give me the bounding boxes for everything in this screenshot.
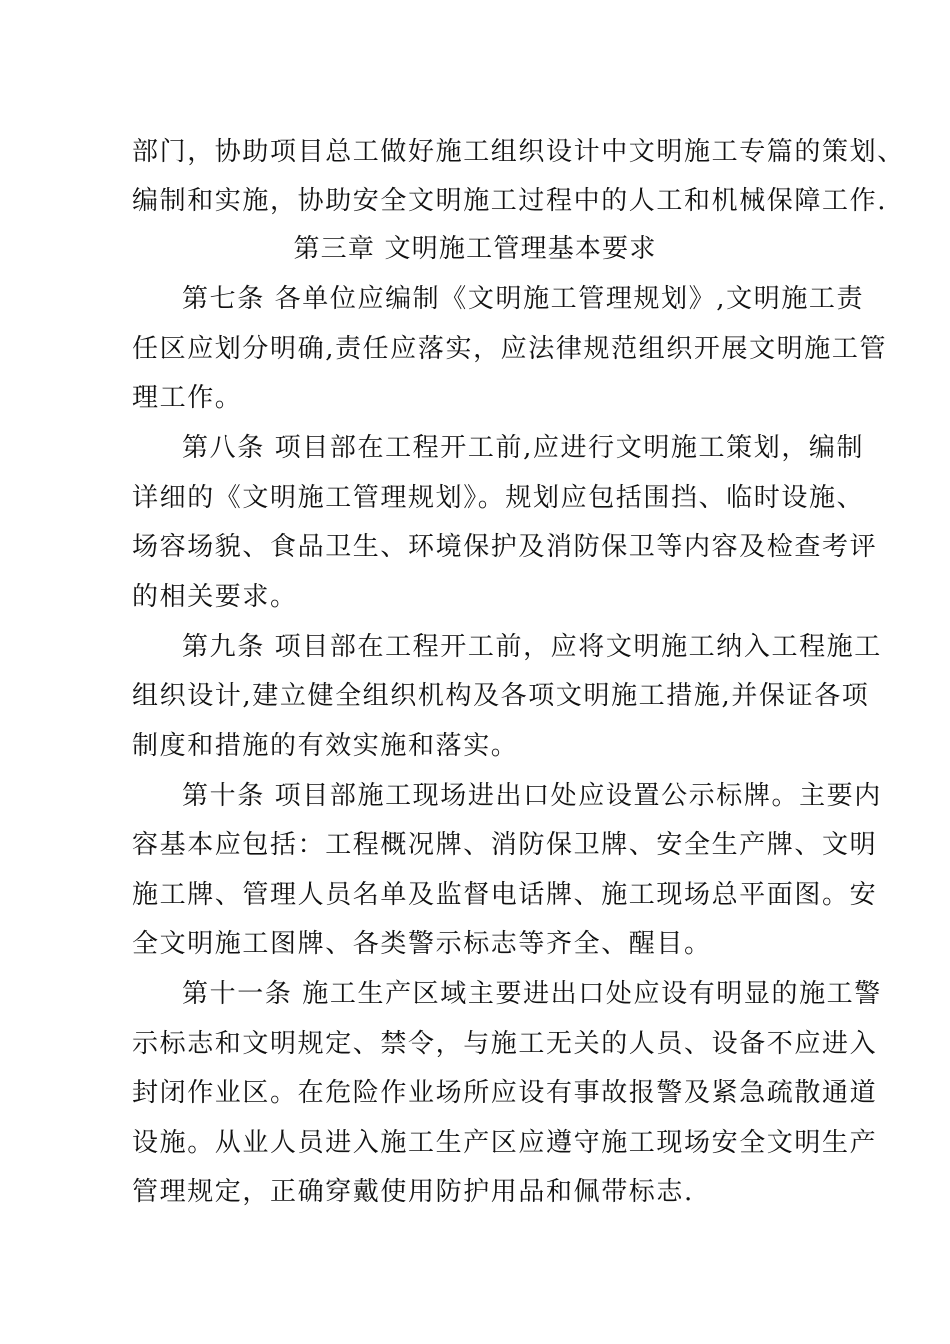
text-line: 全文明施工图牌、各类警示标志等齐全、醒目。	[132, 929, 712, 959]
text-line: 制度和措施的有效实施和落实。	[132, 731, 519, 761]
text-line: 组织设计,建立健全组织机构及各项文明施工措施,并保证各项	[132, 681, 870, 711]
text-line: 第十一条 施工生产区域主要进出口处应设有明显的施工警	[182, 979, 882, 1009]
text-line: 部门，协助项目总工做好施工组织设计中文明施工专篇的策划、	[132, 137, 905, 167]
text-line: 理工作。	[132, 383, 243, 413]
text-line: 管理规定，正确穿戴使用防护用品和佩带标志.	[132, 1177, 694, 1207]
text-line: 第九条 项目部在工程开工前，应将文明施工纳入工程施工	[182, 632, 882, 662]
text-line: 容基本应包括：工程概况牌、消防保卫牌、安全生产牌、文明	[132, 830, 878, 860]
text-line: 第十条 项目部施工现场进出口处应设置公示标牌。主要内	[182, 781, 882, 811]
text-line: 任区应划分明确,责任应落实，应法律规范组织开展文明施工管	[132, 334, 888, 364]
text-line: 设施。从业人员进入施工生产区应遵守施工现场安全文明生产	[132, 1128, 878, 1158]
text-line: 详细的《文明施工管理规划》。规划应包括围挡、临时设施、	[132, 483, 865, 513]
text-line: 场容场貌、食品卫生、环境保护及消防保卫等内容及检查考评	[132, 532, 878, 562]
text-line: 示标志和文明规定、禁令，与施工无关的人员、设备不应进入	[132, 1029, 878, 1059]
text-line: 第七条 各单位应编制《文明施工管理规划》,文明施工责	[182, 284, 865, 314]
text-line: 的相关要求。	[132, 582, 298, 612]
text-line: 施工牌、管理人员名单及监督电话牌、施工现场总平面图。安	[132, 880, 878, 910]
chapter-title: 第三章 文明施工管理基本要求	[293, 234, 657, 264]
text-line: 编制和实施，协助安全文明施工过程中的人工和机械保障工作.	[132, 186, 888, 216]
text-line: 封闭作业区。在危险作业场所应设有事故报警及紧急疏散通道	[132, 1078, 878, 1108]
text-line: 第八条 项目部在工程开工前,应进行文明施工策划，编制	[182, 433, 865, 463]
